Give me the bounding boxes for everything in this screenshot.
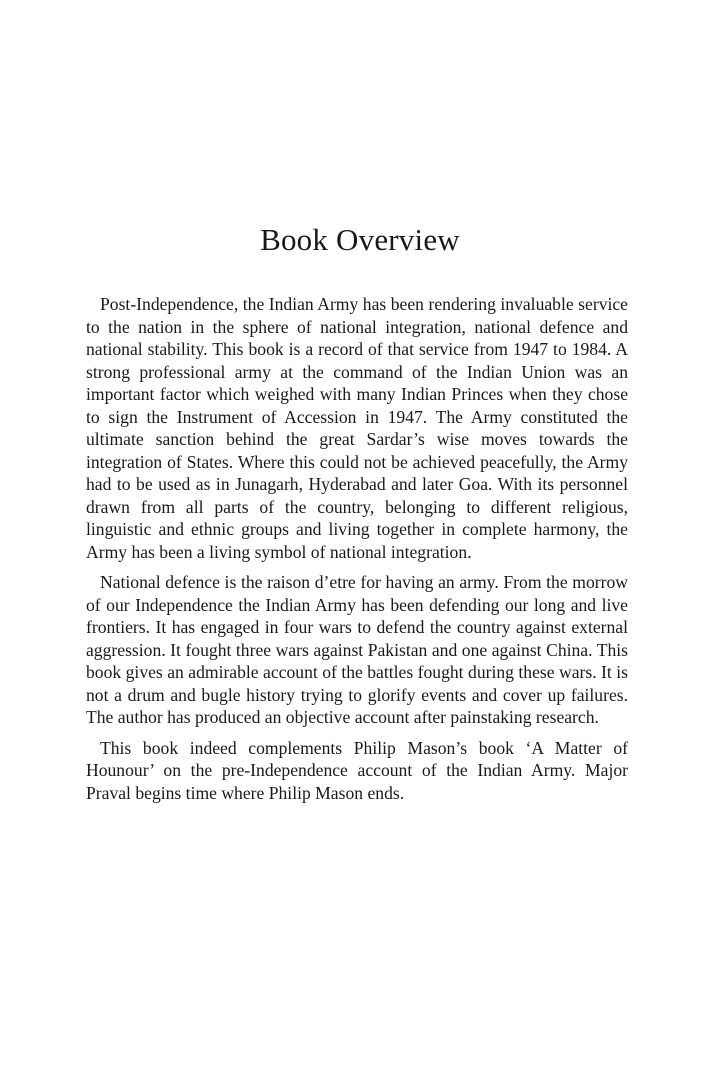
page-title: Book Overview bbox=[260, 222, 460, 257]
paragraph-1: Post-Independence, the Indian Army has been rendering invaluable service to the nation in the sphere of national integration, national defence and national stability. This book is a record of that service from 1947 to 1984. A strong professional army at the command of the Indian Union was an important factor which weighed with many Indian Princes when they chose to sign the Instrument of Accession in 1947. The Army constituted the ultimate sanction behind the great Sardar’s wise moves towards the integration of States. Where this could not be achieved peacefully, the Army had to be used as in Junagarh, Hyderabad and later Goa. With its personnel drawn from all parts of the country, belonging to different religious, linguistic and ethnic groups and living together in complete harmony, the Army has been a living symbol of national integration. bbox=[86, 294, 628, 562]
overview-body bbox=[86, 293, 628, 812]
paragraph-3: This book indeed complements Philip Mason’s book ‘A Matter of Hounour’ on the pre-Independence account of the Indian Army. Major Praval begins time where Philip Mason ends. bbox=[86, 737, 628, 803]
paragraph-2: National defence is the raison d’etre for having an army. From the morrow of our Independence the Indian Army has been defending our long and live frontiers. It has engaged in four wars to defend the country against external aggression. It fought three wars against Pakistan and one against China. This book gives an admirable account of the battles fought during these wars. It is not a drum and bugle history trying to glorify events and cover up failures. The author has produced an objective account after painstaking research. bbox=[86, 572, 628, 727]
